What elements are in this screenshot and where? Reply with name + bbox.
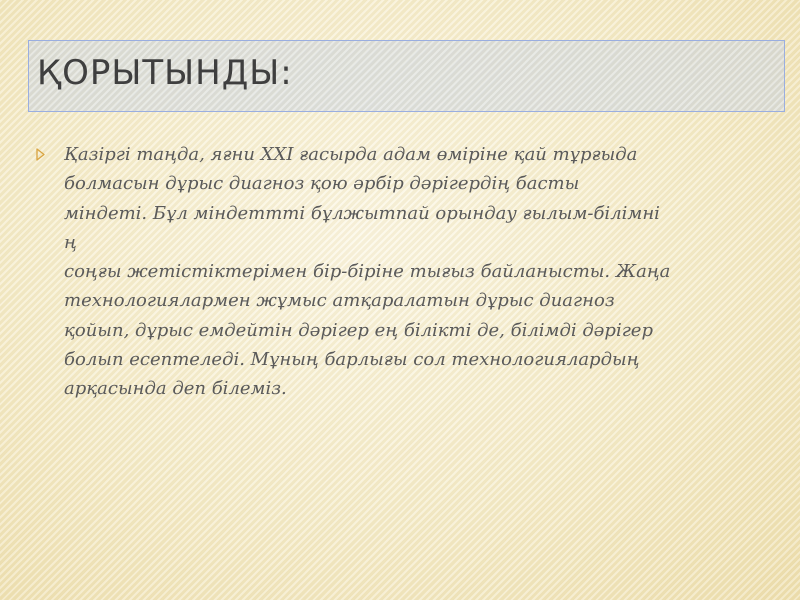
body-line: болып есептеледі. Мұның барлығы сол технологиялардың	[64, 349, 640, 371]
body-line: болмасын дұрыс диагноз қою әрбір дәрігердің басты	[64, 173, 580, 195]
body-line: Қазіргі таңда, яғни XXI ғасырда адам өміріне қай тұрғыда	[64, 144, 638, 165]
content-area	[36, 140, 776, 404]
body-line: технологиялармен жұмыс атқаралатын дұрыс диагноз	[64, 290, 615, 312]
body-line: соңғы жетістіктерімен бір-біріне тығыз байланысты. Жаңа	[64, 261, 671, 283]
slide-title: ҚОРЫТЫНДЫ:	[37, 53, 293, 93]
bullet-arrow-icon	[36, 148, 45, 161]
body-line: ң	[64, 231, 77, 253]
body-line: қойып, дұрыс емдейтін дәрігер ең білікті де, білімді дәрігер	[64, 319, 653, 341]
bullet-text	[64, 140, 772, 404]
title-box	[28, 40, 785, 112]
bullet-item	[36, 140, 776, 404]
body-line: арқасында деп білеміз.	[64, 378, 287, 400]
body-line: міндеті. Бұл міндеттті бұлжытпай орындау ғылым-білімні	[64, 202, 660, 224]
